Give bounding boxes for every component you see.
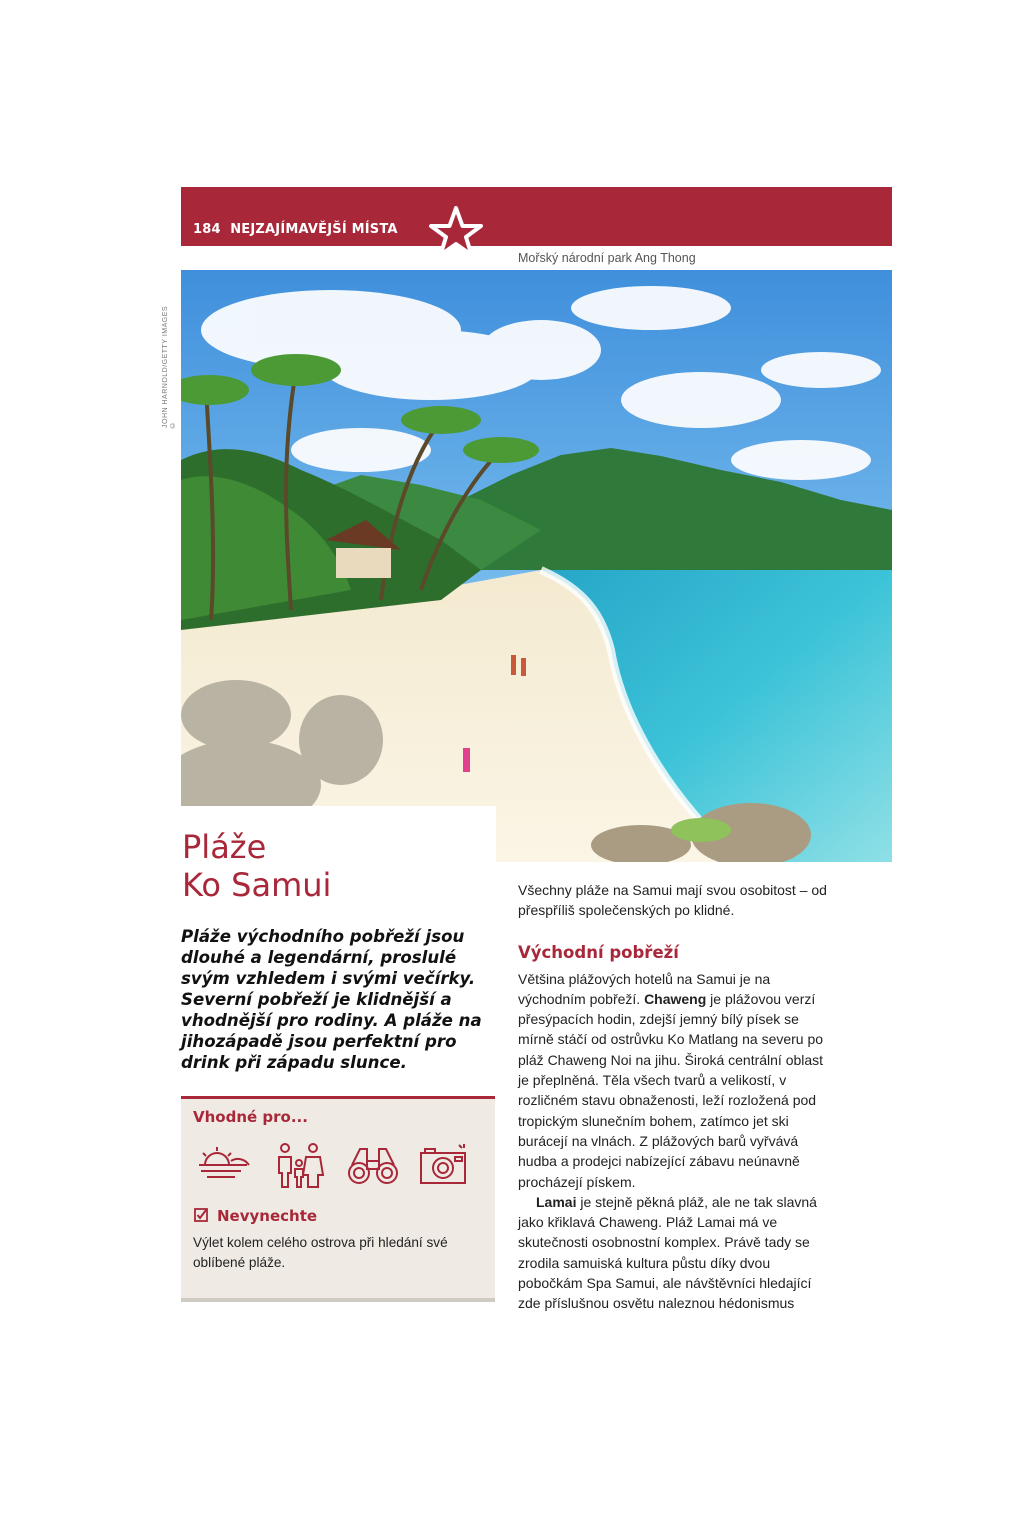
p1-text-a: Většina plážových hotelů na Samui je na východním pobřeží.: [518, 970, 771, 1007]
section-name: NEJZAJÍMAVĚJŠÍ MÍSTA: [230, 222, 398, 237]
article-intro: Pláže východního pobřeží jsou dlouhé a legendární, proslulé svým vzhledem i svými večírky. Severní pobřeží je klidnější a vhodnější pro rodiny. A pláže na jihozápadě jsou perfektní pro drink při západu slunce.: [181, 927, 482, 1072]
p2-bold: Lamai: [536, 1193, 577, 1210]
camera-icon: [419, 1143, 469, 1187]
photo-caption: Mořský národní park Ang Thong: [518, 251, 696, 265]
good-for-box: [181, 1096, 495, 1302]
title-line-1: Pláže: [182, 828, 267, 866]
dont-miss-title: Nevynechte: [217, 1207, 318, 1225]
p1-bold: Chaweng: [644, 990, 707, 1007]
family-icon: [273, 1143, 327, 1189]
paragraph-2: [518, 1192, 836, 1314]
star-icon: [428, 206, 484, 258]
photo-credit: JOHN HARNOLD/GETTY IMAGES ©: [162, 305, 176, 428]
running-head: [193, 222, 398, 237]
binoculars-icon: [346, 1143, 400, 1187]
section-heading: Východní pobřeží: [518, 942, 679, 962]
body-column: [518, 880, 836, 1314]
dont-miss-text: Výlet kolem celého ostrova při hledání své oblíbené pláže.: [193, 1235, 448, 1270]
checkbox-icon: [194, 1208, 208, 1222]
lead-paragraph: Všechny pláže na Samui mají svou osobitost – od přespříliš společenských po klidné.: [518, 882, 827, 919]
beach-sunset-icon: [195, 1143, 251, 1187]
title-line-2: Ko Samui: [182, 866, 332, 904]
page-number: 184: [193, 222, 221, 237]
article-title: [182, 828, 331, 904]
good-for-title: Vhodné pro...: [193, 1108, 308, 1126]
p1-text-b: je plážovou verzí přesýpacích hodin, zdejší jemný bílý písek se mírně stáčí od ostrůvku Ko Matlang na severu po pláž Chaweng Noi na jihu. Široká centrální oblast je přeplněná. Těla všech tvarů a velikostí, v rozličném stavu obnaženosti, leží rozložená pod tropickým slunečním bohem, zatímco jet ski burácejí na vlnách. Z plážových barů vyřvává hudba a prodejci nabízející zábavu neúnavně procházejí pískem.: [518, 990, 824, 1190]
beach-photo: [181, 270, 892, 862]
header-bar: [181, 187, 892, 246]
p2-text: je stejně pěkná pláž, ale ne tak slavná jako křiklavá Chaweng. Pláž Lamai má ve skutečnosti osobnostní komplex. Právě tady se zrodila samuiská kultura půstu díky dvou pobočkám Spa Samui, ale návštěvníci hledající zde příslušnou osvětu naleznou hédonismus: [518, 1193, 817, 1312]
paragraph-1: [518, 969, 836, 1192]
